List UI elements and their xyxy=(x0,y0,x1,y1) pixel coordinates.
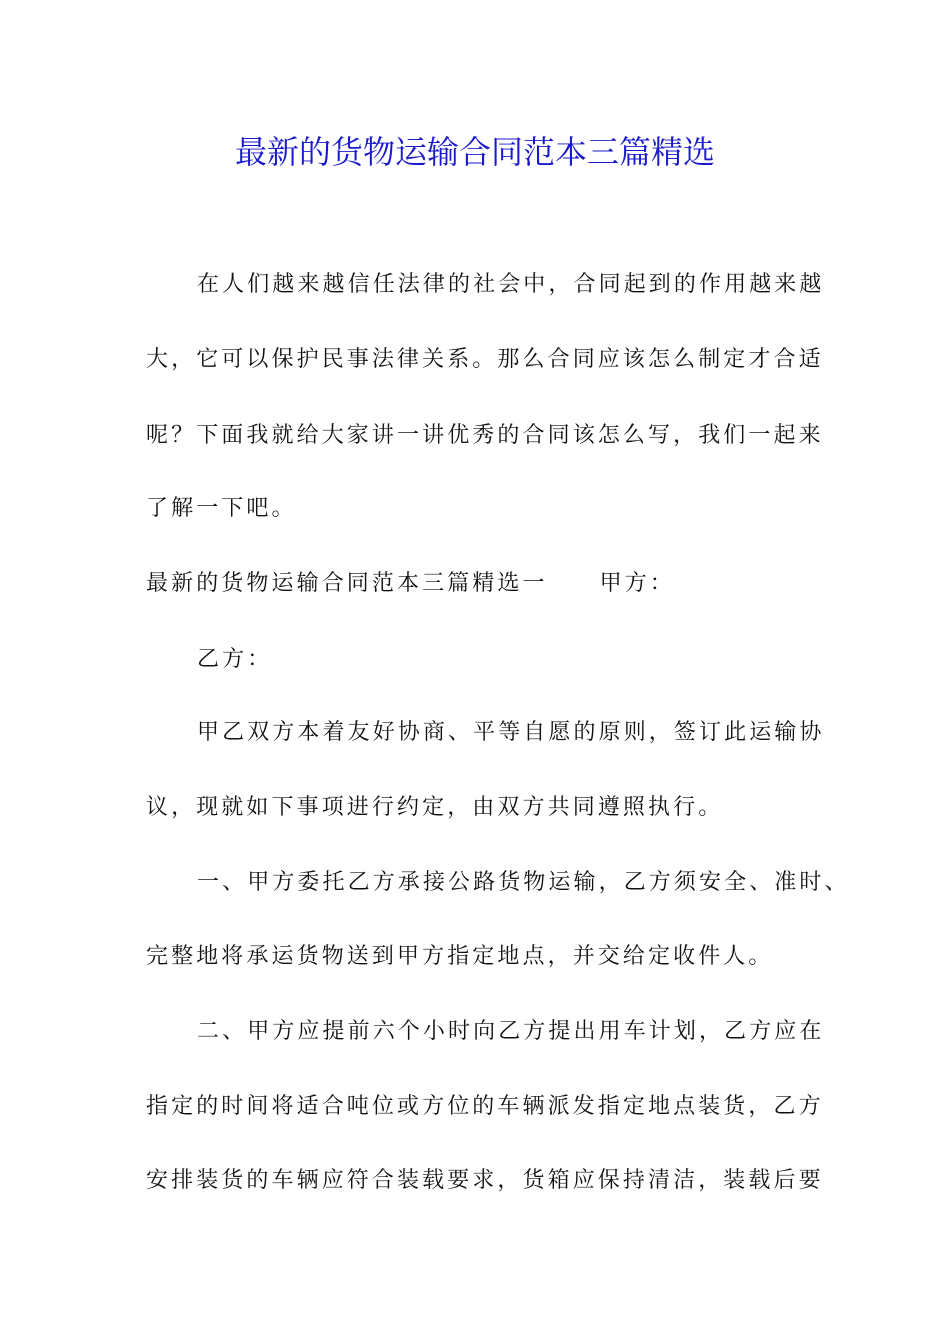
intro-line-2: 大，它可以保护民事法律关系。那么合同应该怎么制定才合适 xyxy=(146,347,824,372)
clause-2-line-3: 安排装货的车辆应符合装载要求，货箱应保持清洁，装载后要 xyxy=(146,1168,824,1193)
clause-2-line-1: 二、甲方应提前六个小时向乙方提出用车计划，乙方应在 xyxy=(197,1019,825,1044)
party-b-label: 乙方： xyxy=(197,647,273,672)
section-heading-line xyxy=(146,569,816,599)
intro-line-1: 在人们越来越信任法律的社会中，合同起到的作用越来越 xyxy=(197,272,825,297)
intro-line-3: 呢？下面我就给大家讲一讲优秀的合同该怎么写，我们一起来 xyxy=(146,423,824,448)
party-a-label: 甲方： xyxy=(599,571,675,596)
clause-1-line-2: 完整地将承运货物送到甲方指定地点，并交给定收件人。 xyxy=(146,944,774,969)
agreement-line-1: 甲乙双方本着友好协商、平等自愿的原则，签订此运输协 xyxy=(197,720,825,745)
document-title: 最新的货物运输合同范本三篇精选 xyxy=(234,133,715,171)
agreement-line-2: 议，现就如下事项进行约定，由双方共同遵照执行。 xyxy=(146,795,724,820)
intro-line-4: 了解一下吧。 xyxy=(146,496,297,521)
clause-1-line-1: 一、甲方委托乙方承接公路货物运输，乙方须安全、准时、 xyxy=(197,870,850,895)
clause-2-line-2: 指定的时间将适合吨位或方位的车辆派发指定地点装货，乙方 xyxy=(146,1094,824,1119)
section-heading: 最新的货物运输合同范本三篇精选一 xyxy=(146,571,548,596)
